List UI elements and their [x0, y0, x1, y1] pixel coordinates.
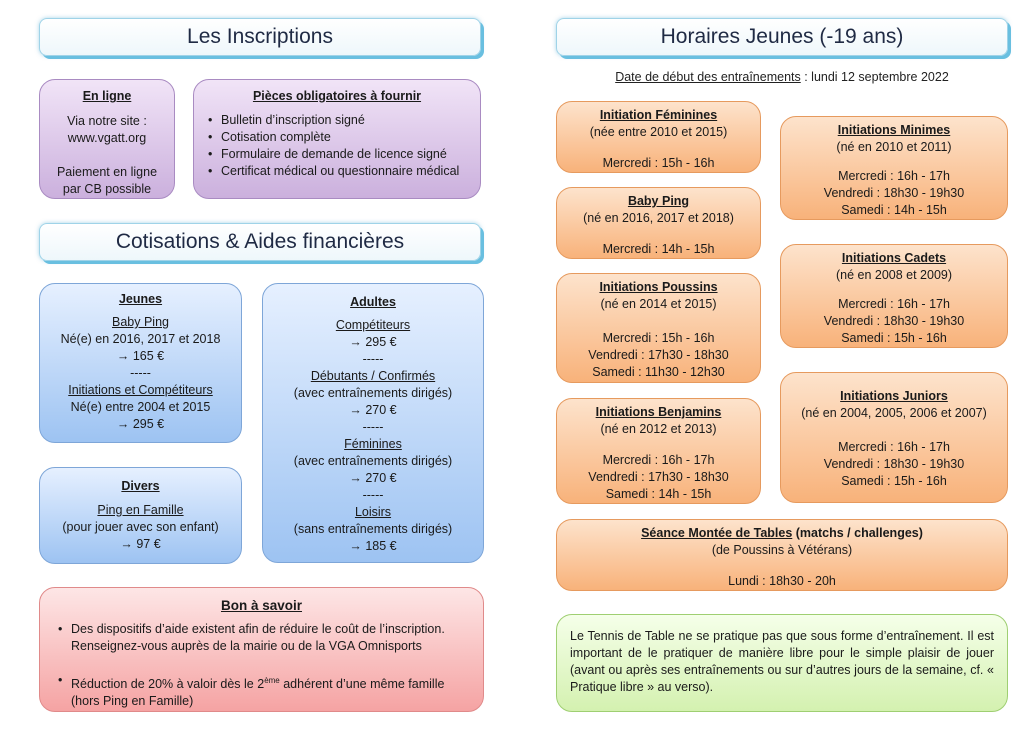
session-sub: (né en 2008 et 2009)	[835, 268, 953, 282]
session-line: Samedi : 14h - 15h	[605, 487, 712, 501]
session-sub: (né en 2014 et 2015)	[600, 297, 717, 311]
session-sub: (né en 2004, 2005, 2006 et 2007)	[801, 406, 987, 420]
session-title: Baby Ping	[627, 194, 690, 208]
jeunes-box	[39, 283, 242, 443]
pieces-item: • Certificat médical ou questionnaire médical	[204, 163, 470, 180]
session-minimes	[780, 116, 1008, 220]
en-ligne-website: www.vgatt.org	[67, 131, 147, 145]
divers-title: Divers	[121, 479, 160, 493]
adultes-loi-desc: (sans entraînements dirigés)	[293, 522, 453, 536]
session-poussins	[556, 273, 761, 383]
pieces-title: Pièces obligatoires à fournir	[252, 89, 422, 103]
session-cadets	[780, 244, 1008, 348]
session-line: Mercredi : 15h - 16h	[602, 331, 715, 345]
session-feminines	[556, 101, 761, 173]
session-benjamins	[556, 398, 761, 504]
adultes-comp-label: Compétiteurs	[335, 318, 411, 332]
divers-ping-price: → 97 €	[120, 537, 161, 551]
session-line: Mercredi : 16h - 17h	[838, 440, 950, 454]
adultes-fem-label: Féminines	[344, 437, 402, 451]
header-horaires-title: Horaires Jeunes (-19 ans)	[660, 25, 904, 48]
en-ligne-line3: Paiement en ligne	[56, 165, 158, 179]
date-debut-value: : lundi 12 septembre 2022	[800, 70, 949, 84]
session-line: Mercredi : 16h - 17h	[602, 453, 715, 467]
divers-box	[39, 467, 242, 564]
date-debut-label: Date de début des entraînements	[615, 70, 801, 84]
adultes-loi-price: → 185 €	[349, 539, 397, 553]
bon-a-savoir-list	[54, 621, 469, 710]
adultes-box	[262, 283, 484, 563]
pratique-libre-text: Le Tennis de Table ne se pratique pas que sous forme d’entraînement. Il est important de le pratiquer de manière libre pour le simple plaisir de jouer (avant ou après ses entraînements ou sur d’autres jours de la semaine, cf. « Pratique libre » au verso).	[570, 629, 994, 694]
session-title: Séance Montée de Tables	[641, 526, 793, 540]
header-cotisations-title: Cotisations & Aides financières	[115, 230, 405, 253]
session-sub: (né en 2016, 2017 et 2018)	[583, 211, 734, 225]
session-title-extra: (matchs / challenges)	[792, 526, 923, 540]
adultes-deb-label: Débutants / Confirmés	[310, 369, 436, 383]
en-ligne-line1: Via notre site :	[67, 114, 147, 128]
session-montee-header	[641, 525, 923, 542]
session-title: Initiations Poussins	[599, 280, 718, 294]
session-line: Vendredi : 18h30 - 19h30	[823, 314, 965, 328]
pratique-libre-box	[556, 614, 1008, 712]
session-line: Samedi : 14h - 15h	[841, 203, 947, 217]
session-line: Vendredi : 18h30 - 19h30	[823, 457, 965, 471]
session-line: Mercredi : 14h - 15h	[602, 242, 715, 256]
adultes-deb-price: → 270 €	[349, 403, 397, 417]
adultes-loi-label: Loisirs	[354, 505, 392, 519]
adultes-fem-desc: (avec entraînements dirigés)	[293, 454, 453, 468]
session-title: Initiations Benjamins	[595, 405, 722, 419]
session-sub: (né en 2012 et 2013)	[600, 422, 717, 436]
jeunes-baby-price: → 165 €	[116, 349, 165, 363]
jeunes-init-label: Initiations et Compétiteurs	[68, 383, 213, 397]
session-line: Vendredi : 17h30 - 18h30	[588, 470, 729, 484]
pieces-list	[204, 112, 470, 180]
bon-a-savoir-title: Bon à savoir	[220, 598, 303, 613]
session-line: Samedi : 11h30 - 12h30	[592, 365, 725, 379]
session-sub: (de Poussins à Vétérans)	[711, 543, 853, 557]
en-ligne-box	[39, 79, 175, 199]
pieces-item: • Cotisation complète	[204, 129, 470, 146]
session-title: Initiations Juniors	[840, 389, 948, 403]
session-juniors	[780, 372, 1008, 503]
session-line: Lundi : 18h30 - 20h	[728, 574, 836, 588]
date-debut	[556, 70, 1008, 84]
session-sub: (née entre 2010 et 2015)	[589, 125, 728, 139]
session-title: Initiations Minimes	[837, 123, 951, 137]
header-inscriptions	[39, 18, 481, 56]
en-ligne-title: En ligne	[82, 89, 132, 103]
bon-a-savoir-item	[54, 672, 469, 710]
jeunes-title: Jeunes	[118, 292, 163, 306]
header-horaires	[556, 18, 1008, 56]
session-title: Initiations Cadets	[841, 251, 947, 265]
jeunes-init-price: → 295 €	[116, 417, 165, 431]
adultes-title: Adultes	[350, 295, 396, 309]
pieces-item: • Formulaire de demande de licence signé	[204, 146, 470, 163]
session-line: Mercredi : 15h - 16h	[602, 156, 715, 170]
pieces-box	[193, 79, 481, 199]
bon-a-savoir-box	[39, 587, 484, 712]
jeunes-baby-born: Né(e) en 2016, 2017 et 2018	[60, 332, 221, 346]
session-sub: (né en 2010 et 2011)	[836, 140, 952, 154]
divers-ping-desc: (pour jouer avec son enfant)	[62, 520, 219, 534]
session-line: Mercredi : 16h - 17h	[838, 297, 950, 311]
jeunes-baby-label: Baby Ping	[112, 315, 169, 329]
session-line: Vendredi : 18h30 - 19h30	[823, 186, 965, 200]
bon-a-savoir-item2-sup: ème	[264, 676, 280, 685]
session-line: Samedi : 15h - 16h	[841, 474, 947, 488]
header-inscriptions-title: Les Inscriptions	[187, 25, 333, 48]
session-baby	[556, 187, 761, 259]
session-line: Mercredi : 16h - 17h	[838, 169, 950, 183]
adultes-separator: -----	[362, 352, 384, 366]
jeunes-separator: -----	[130, 366, 151, 380]
adultes-comp-price: → 295 €	[349, 335, 397, 349]
header-cotisations	[39, 223, 481, 261]
jeunes-init-born: Né(e) entre 2004 et 2015	[70, 400, 211, 414]
session-montee-tables	[556, 519, 1008, 591]
adultes-separator: -----	[362, 488, 384, 502]
adultes-deb-desc: (avec entraînements dirigés)	[293, 386, 453, 400]
bon-a-savoir-item: • Des dispositifs d’aide existent afin de réduire le coût de l’inscription. Renseignez-vous auprès de la mairie ou de la VGA Omnisports	[54, 621, 469, 655]
session-line: Samedi : 15h - 16h	[841, 331, 947, 345]
adultes-separator: -----	[362, 420, 384, 434]
session-title: Initiation Féminines	[599, 108, 718, 122]
bon-a-savoir-item2-post: adhérent d’une même famille (hors Ping en Famille)	[71, 677, 445, 709]
session-line: Vendredi : 17h30 - 18h30	[588, 348, 729, 362]
adultes-fem-price: → 270 €	[349, 471, 397, 485]
en-ligne-line4: par CB possible	[62, 182, 152, 196]
divers-ping-label: Ping en Famille	[97, 503, 184, 517]
bon-a-savoir-item2-pre: Réduction de 20% à valoir dès le 2	[71, 677, 265, 692]
pieces-item: • Bulletin d’inscription signé	[204, 112, 470, 129]
